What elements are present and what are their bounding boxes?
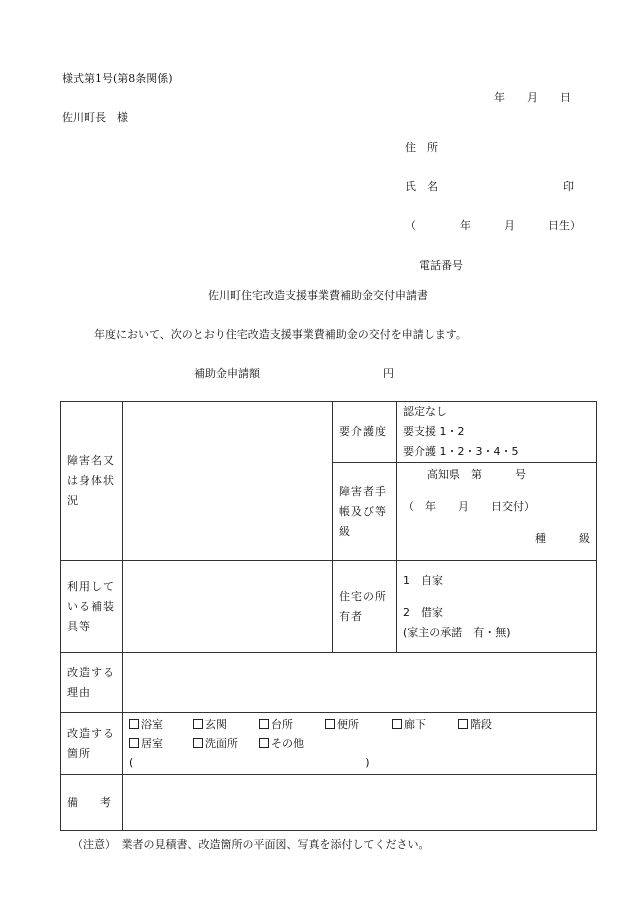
checkbox-icon[interactable] bbox=[392, 719, 402, 729]
disability-label: 障害名又は身体状況 bbox=[61, 402, 123, 561]
places-label: 改造する箇所 bbox=[61, 713, 123, 775]
places-cell bbox=[123, 713, 597, 775]
owner-option[interactable]: 2 借家 bbox=[403, 605, 443, 619]
amount-unit: 円 bbox=[383, 367, 394, 380]
checkbox-icon[interactable] bbox=[129, 738, 139, 748]
reason-input[interactable] bbox=[123, 653, 597, 713]
seal-label: 印 bbox=[563, 180, 574, 193]
addressee: 佐川町長 様 bbox=[62, 111, 128, 124]
place-checkbox[interactable]: 居室 bbox=[129, 734, 193, 753]
checkbox-icon[interactable] bbox=[193, 738, 203, 748]
remarks-input[interactable] bbox=[123, 775, 597, 831]
checkbox-icon[interactable] bbox=[259, 719, 269, 729]
owner-options[interactable] bbox=[397, 561, 597, 653]
checkbox-icon[interactable] bbox=[259, 738, 269, 748]
application-table bbox=[60, 401, 597, 831]
place-checkbox[interactable]: 階段 bbox=[458, 715, 492, 734]
intro-text: 年度において、次のとおり住宅改造支援事業費補助金の交付を申請します。 bbox=[94, 328, 467, 341]
place-checkbox[interactable]: 便所 bbox=[325, 715, 392, 734]
care-level-label: 要介護度 bbox=[333, 402, 397, 463]
handbook-prefecture: 高知県 第 号 bbox=[427, 468, 526, 481]
care-option[interactable]: 要支援 1・2 bbox=[403, 425, 465, 438]
address-label: 住 所 bbox=[405, 141, 438, 154]
handbook-issued: （ 年 月 日交付） bbox=[403, 500, 535, 513]
place-checkbox[interactable]: その他 bbox=[259, 734, 304, 753]
owner-label: 住宅の所有者 bbox=[333, 561, 397, 653]
checkbox-icon[interactable] bbox=[458, 719, 468, 729]
other-place-field[interactable]: ( ) bbox=[129, 756, 370, 769]
care-level-options[interactable] bbox=[397, 402, 597, 463]
attachment-note: （注意） 業者の見積書、改造箇所の平面図、写真を添付してください。 bbox=[72, 838, 430, 851]
place-checkbox[interactable]: 洗面所 bbox=[193, 734, 259, 753]
place-checkbox[interactable]: 玄関 bbox=[193, 715, 259, 734]
checkbox-icon[interactable] bbox=[193, 719, 203, 729]
phone-label: 電話番号 bbox=[419, 259, 463, 272]
remarks-label: 備 考 bbox=[61, 775, 123, 831]
owner-note: (家主の承諾 有・無) bbox=[403, 625, 511, 639]
date-line: 年 月 日 bbox=[494, 91, 571, 104]
handbook-grade: 種 級 bbox=[535, 532, 590, 545]
reason-label: 改造する理由 bbox=[61, 653, 123, 713]
equipment-label: 利用している補装具等 bbox=[61, 561, 123, 653]
owner-option[interactable]: 1 自家 bbox=[403, 573, 443, 587]
name-label: 氏 名 bbox=[405, 180, 438, 193]
handbook-cell[interactable] bbox=[397, 463, 597, 561]
document-title: 佐川町住宅改造支援事業費補助金交付申請書 bbox=[208, 289, 428, 302]
checkbox-icon[interactable] bbox=[325, 719, 335, 729]
form-number: 様式第1号(第8条関係) bbox=[62, 72, 173, 85]
care-option[interactable]: 要介護 1・2・3・4・5 bbox=[403, 445, 519, 458]
handbook-label: 障害者手帳及び等級 bbox=[333, 463, 397, 561]
amount-label: 補助金申請額 bbox=[194, 367, 260, 380]
birth-line: （ 年 月 日生） bbox=[405, 219, 581, 232]
place-checkbox[interactable]: 台所 bbox=[259, 715, 325, 734]
checkbox-icon[interactable] bbox=[129, 719, 139, 729]
equipment-input[interactable] bbox=[123, 561, 333, 653]
place-checkbox[interactable]: 浴室 bbox=[129, 715, 193, 734]
place-checkbox[interactable]: 廊下 bbox=[392, 715, 458, 734]
care-option[interactable]: 認定なし bbox=[403, 405, 447, 418]
disability-input[interactable] bbox=[123, 402, 333, 561]
